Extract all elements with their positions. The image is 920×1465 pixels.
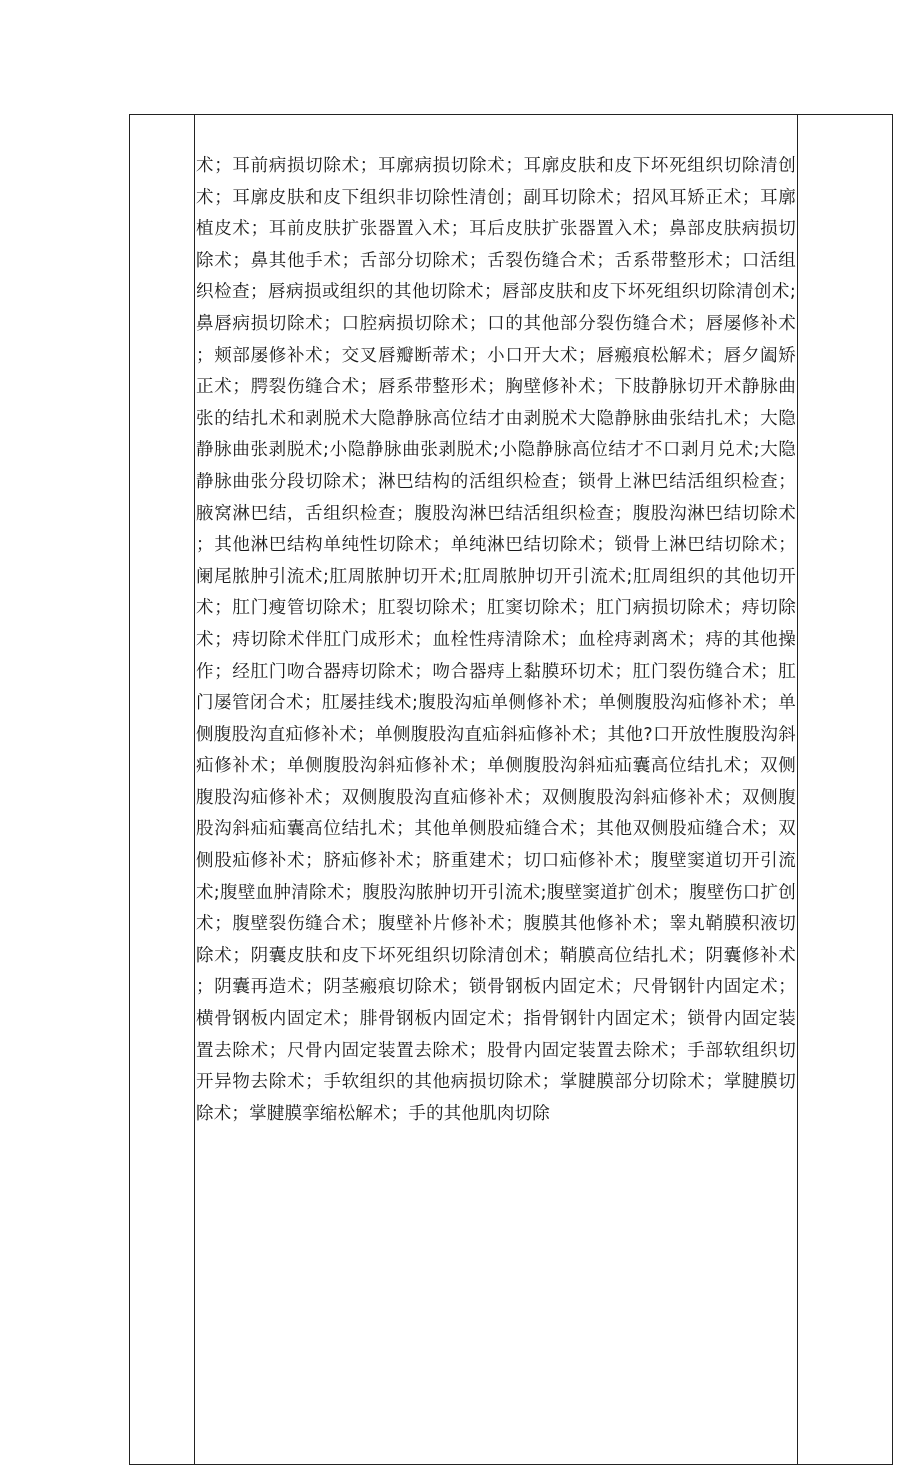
table-column-divider-right	[797, 115, 798, 1464]
procedure-list-cell: 术；耳前病损切除术；耳廓病损切除术；耳廓皮肤和皮下坏死组织切除清创术；耳廓皮肤和皮下组织非切除性清创；副耳切除术；招风耳矫正术；耳廓植皮术；耳前皮肤扩张器置入术；耳后皮肤扩张器置入术；鼻部皮肤病损切除术；鼻其他手术；舌部分切除术；舌裂伤缝合术；舌系带整形术；口活组织检查；唇病损或组织的其他切除术；唇部皮肤和皮下坏死组织切除清创术;鼻唇病损切除术；口腔病损切除术；口的其他部分裂伤缝合术；唇屡修补术；颊部屡修补术；交叉唇瓣断蒂术；小口开大术；唇瘢痕松解术；唇夕阖矫正术；腭裂伤缝合术；唇系带整形术；胸壁修补术；下肢静脉切开术静脉曲张的结扎术和剥脱术大隐静脉高位结才由剥脱术大隐静脉曲张结扎术；大隐静脉曲张剥脱术;小隐静脉曲张剥脱术;小隐静脉高位结才不口剥月兑术;大隐静脉曲张分段切除术；淋巴结构的活组织检查；锁骨上淋巴结活组织检查；腋窝淋巴结，舌组织检查；腹股沟淋巴结活组织检查；腹股沟淋巴结切除术；其他淋巴结构单纯性切除术；单纯淋巴结切除术；锁骨上淋巴结切除术；阑尾脓肿引流术;肛周脓肿切开术;肛周脓肿切开引流术;肛周组织的其他切开术；肛门瘦管切除术；肛裂切除术；肛窦切除术；肛门病损切除术；痔切除术；痔切除术伴肛门成形术；血栓性痔清除术；血栓痔剥离术；痔的其他操作；经肛门吻合器痔切除术；吻合器痔上黏膜环切术；肛门裂伤缝合术；肛门屡管闭合术；肛屡挂线术;腹股沟疝单侧修补术；单侧腹股沟疝修补术；单侧腹股沟直疝修补术；单侧腹股沟直疝斜疝修补术；其他?口开放性腹股沟斜疝修补术；单侧腹股沟斜疝修补术；单侧腹股沟斜疝疝囊高位结扎术；双侧腹股沟疝修补术；双侧腹股沟直疝修补术；双侧腹股沟斜疝修补术；双侧腹股沟斜疝疝囊高位结扎术；其他单侧股疝缝合术；其他双侧股疝缝合术；双侧股疝修补术；脐疝修补术；脐重建术；切口疝修补术；腹壁窦道切开引流术;腹壁血肿清除术；腹股沟脓肿切开引流术;腹壁窦道扩创术；腹壁伤口扩创术；腹壁裂伤缝合术；腹壁补片修补术；腹膜其他修补术；睾丸鞘膜积液切除术；阴囊皮肤和皮下坏死组织切除清创术；鞘膜高位结扎术；阴囊修补术；阴囊再造术；阴茎瘢痕切除术；锁骨钢板内固定术；尺骨钢针内固定术；横骨钢板内固定术；腓骨钢板内固定术；指骨钢针内固定术；锁骨内固定装置去除术；尺骨内固定装置去除术；股骨内固定装置去除术；手部软组织切开异物去除术；手软组织的其他病损切除术；掌腱膜部分切除术；掌腱膜切除术；掌腱膜挛缩松解术；手的其他肌肉切除	[196, 156, 796, 1124]
procedure-table	[129, 114, 893, 1465]
